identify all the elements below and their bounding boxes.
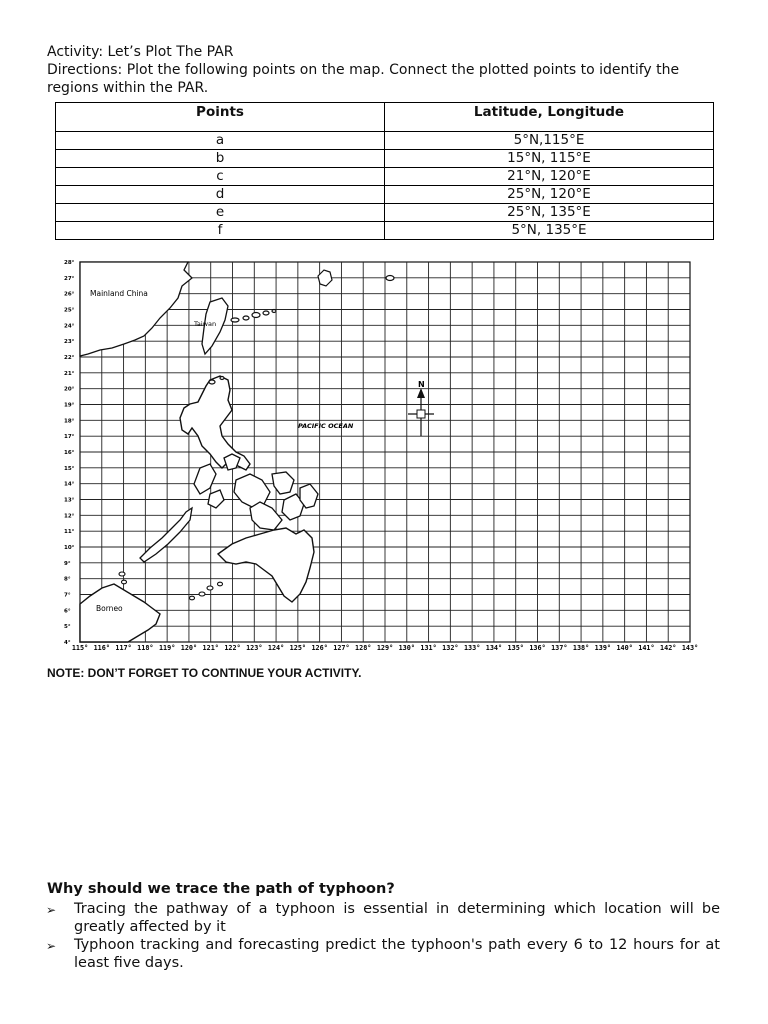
- longitude-label: 134°: [485, 644, 503, 652]
- bullet-arrow-icon: ➢: [46, 903, 57, 917]
- continue-note: NOTE: DON’T FORGET TO CONTINUE YOUR ACTIVITY.: [47, 666, 362, 680]
- longitude-label: 119°: [158, 644, 176, 652]
- mainland-china-label: Mainland China: [90, 289, 148, 298]
- palawan-shape: [140, 508, 192, 562]
- table-row: [56, 186, 714, 204]
- coord-cell: 25°N, 120°E: [385, 186, 714, 204]
- longitude-label: 138°: [572, 644, 590, 652]
- points-table: [55, 102, 714, 240]
- latitude-label: 7°: [64, 592, 71, 599]
- borneo-shape: [80, 584, 160, 642]
- latitude-label: 15°: [64, 465, 75, 472]
- longitude-label: 128°: [355, 644, 372, 652]
- longitude-label: 140°: [616, 644, 633, 652]
- longitude-label: 127°: [333, 644, 350, 652]
- longitude-label: 125°: [289, 644, 307, 652]
- latitude-label: 12°: [64, 513, 75, 520]
- activity-title: Activity: Let’s Plot The PAR: [47, 44, 234, 60]
- latitude-label: 9°: [64, 560, 71, 567]
- latitude-label: 14°: [64, 481, 75, 488]
- longitude-label: 126°: [311, 644, 328, 652]
- latitude-label: 5°: [64, 624, 71, 631]
- map-grid: [80, 262, 690, 642]
- directions-line-2: regions within the PAR.: [47, 80, 209, 96]
- latitude-label: 23°: [64, 339, 75, 346]
- pacific-ocean-label: PACIFIC OCEAN: [298, 422, 354, 430]
- luzon-shape: [180, 376, 250, 470]
- latitude-label: 22°: [64, 355, 75, 361]
- latitude-label: 18°: [64, 418, 75, 425]
- mainland-china-shape: [80, 262, 192, 356]
- bullet-arrow-icon: ➢: [46, 939, 57, 953]
- longitude-label: 137°: [551, 644, 568, 652]
- coord-cell: 5°N, 135°E: [385, 222, 714, 240]
- table-row: [56, 150, 714, 168]
- longitude-label: 116°: [93, 644, 110, 652]
- point-cell: b: [56, 150, 385, 168]
- longitude-label: 122°: [224, 644, 241, 652]
- latitude-label: 13°: [64, 497, 75, 504]
- latitude-label: 19°: [64, 402, 75, 409]
- longitude-label: 129°: [376, 644, 394, 652]
- table-row: [56, 222, 714, 240]
- longitude-label: 143°: [681, 644, 699, 652]
- longitude-label: 117°: [115, 644, 132, 652]
- longitude-label: 121°: [202, 644, 219, 652]
- bullet-item: Typhoon tracking and forecasting predict the typhoon's path every 6 to 12 hours for at least five days.: [74, 937, 720, 971]
- latitude-label: 11°: [64, 529, 75, 536]
- table-row: [56, 132, 714, 150]
- longitude-label: 141°: [638, 644, 655, 652]
- table-row: [56, 168, 714, 186]
- table-header-row: [56, 103, 714, 132]
- borneo-label: Borneo: [96, 604, 123, 613]
- latitude-label: 28°: [64, 260, 75, 266]
- longitude-label: 123°: [246, 644, 263, 652]
- point-cell: f: [56, 222, 385, 240]
- latitude-label: 6°: [64, 608, 71, 615]
- point-cell: c: [56, 168, 385, 186]
- latitude-label: 26°: [64, 291, 75, 298]
- longitude-label: 142°: [660, 644, 677, 652]
- longitude-label: 124°: [267, 644, 285, 652]
- latitude-label: 4°: [64, 640, 71, 646]
- north-label: N: [418, 380, 425, 389]
- latitude-label: 21°: [64, 370, 75, 377]
- longitude-label: 139°: [594, 644, 612, 652]
- longitude-label: 136°: [529, 644, 546, 652]
- longitude-label: 135°: [507, 644, 524, 652]
- latitude-label: 24°: [64, 323, 75, 330]
- longitude-label: 132°: [442, 644, 459, 652]
- latitude-label: 25°: [64, 307, 75, 314]
- col-header-latlon: Latitude, Longitude: [385, 103, 714, 132]
- table-row: [56, 204, 714, 222]
- directions-line-1: Directions: Plot the following points on the map. Connect the plotted points to identify the: [47, 62, 680, 78]
- coord-cell: 21°N, 120°E: [385, 168, 714, 186]
- bullet-item: Tracing the pathway of a typhoon is essential in determining which location will be greatly affected by it: [74, 901, 720, 935]
- latitude-labels: [64, 260, 75, 646]
- latitude-label: 8°: [64, 576, 71, 583]
- par-map: [60, 258, 710, 658]
- longitude-label: 115°: [71, 644, 89, 652]
- question-heading: Why should we trace the path of typhoon?: [47, 881, 395, 897]
- point-cell: a: [56, 132, 385, 150]
- longitude-label: 130°: [398, 644, 415, 652]
- coord-cell: 5°N,115°E: [385, 132, 714, 150]
- latitude-label: 17°: [64, 434, 75, 441]
- latitude-label: 16°: [64, 450, 75, 456]
- coord-cell: 15°N, 115°E: [385, 150, 714, 168]
- longitude-label: 120°: [180, 644, 198, 652]
- coord-cell: 25°N, 135°E: [385, 204, 714, 222]
- longitude-label: 118°: [137, 644, 154, 652]
- latitude-label: 10°: [64, 545, 75, 551]
- latitude-label: 27°: [64, 275, 75, 282]
- visayas-islands: [194, 454, 318, 530]
- latitude-label: 20°: [64, 386, 75, 393]
- taiwan-label: Taiwan: [194, 320, 217, 328]
- longitude-labels: [72, 644, 698, 652]
- col-header-points: Points: [56, 103, 385, 132]
- point-cell: e: [56, 204, 385, 222]
- longitude-label: 131°: [420, 644, 437, 652]
- longitude-label: 133°: [463, 644, 481, 652]
- point-cell: d: [56, 186, 385, 204]
